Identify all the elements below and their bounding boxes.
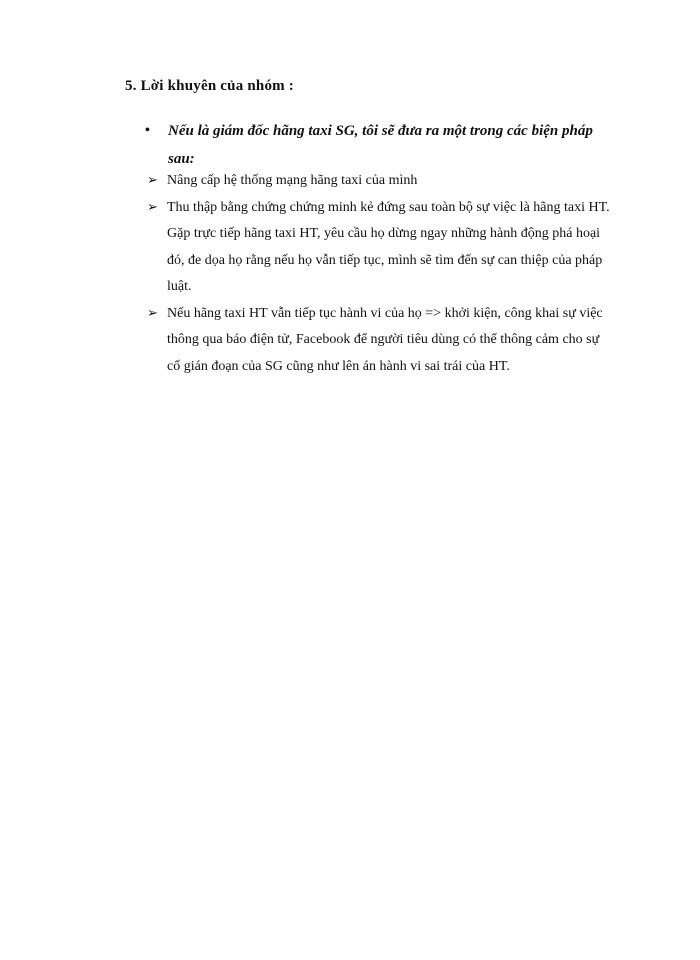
list-item-text: Nâng cấp hệ thống mạng hãng taxi của mình xyxy=(167,173,418,188)
list-item-text: Thu thập bằng chứng chứng minh kẻ đứng sau toàn bộ sự việc là hãng taxi HT. Gặp trực tiếp hãng taxi HT, yêu cầu họ dừng ngay những hành động phá hoại đó, đe dọa họ rằng nếu họ vẫn tiếp tục, mình sẽ tìm đến sự can thiệp của pháp luật. xyxy=(167,199,610,294)
section-heading: 5. Lời khuyên của nhóm : xyxy=(125,78,294,94)
lead-bullet-item xyxy=(145,117,615,173)
list-item xyxy=(147,301,615,381)
lead-text: Nếu là giám đốc hãng taxi SG, tôi sẽ đưa ra một trong các biện pháp sau: xyxy=(168,123,593,167)
list-item-text: Nếu hãng taxi HT vẫn tiếp tục hành vi của họ => khởi kiện, công khai sự việc thông qua báo điện tử, Facebook để người tiêu dùng có thể thông cảm cho sự cố gián đoạn của SG cũng như lên án hành vi sai trái của HT. xyxy=(167,305,603,374)
list-item xyxy=(147,168,615,195)
list-item xyxy=(147,195,615,301)
arrow-bullet-icon: ➢ xyxy=(147,173,158,188)
arrow-bullet-icon: ➢ xyxy=(147,305,158,321)
bullet-dot-icon: • xyxy=(145,123,150,138)
arrow-bullet-icon: ➢ xyxy=(147,199,158,215)
recommendation-list xyxy=(147,168,615,380)
